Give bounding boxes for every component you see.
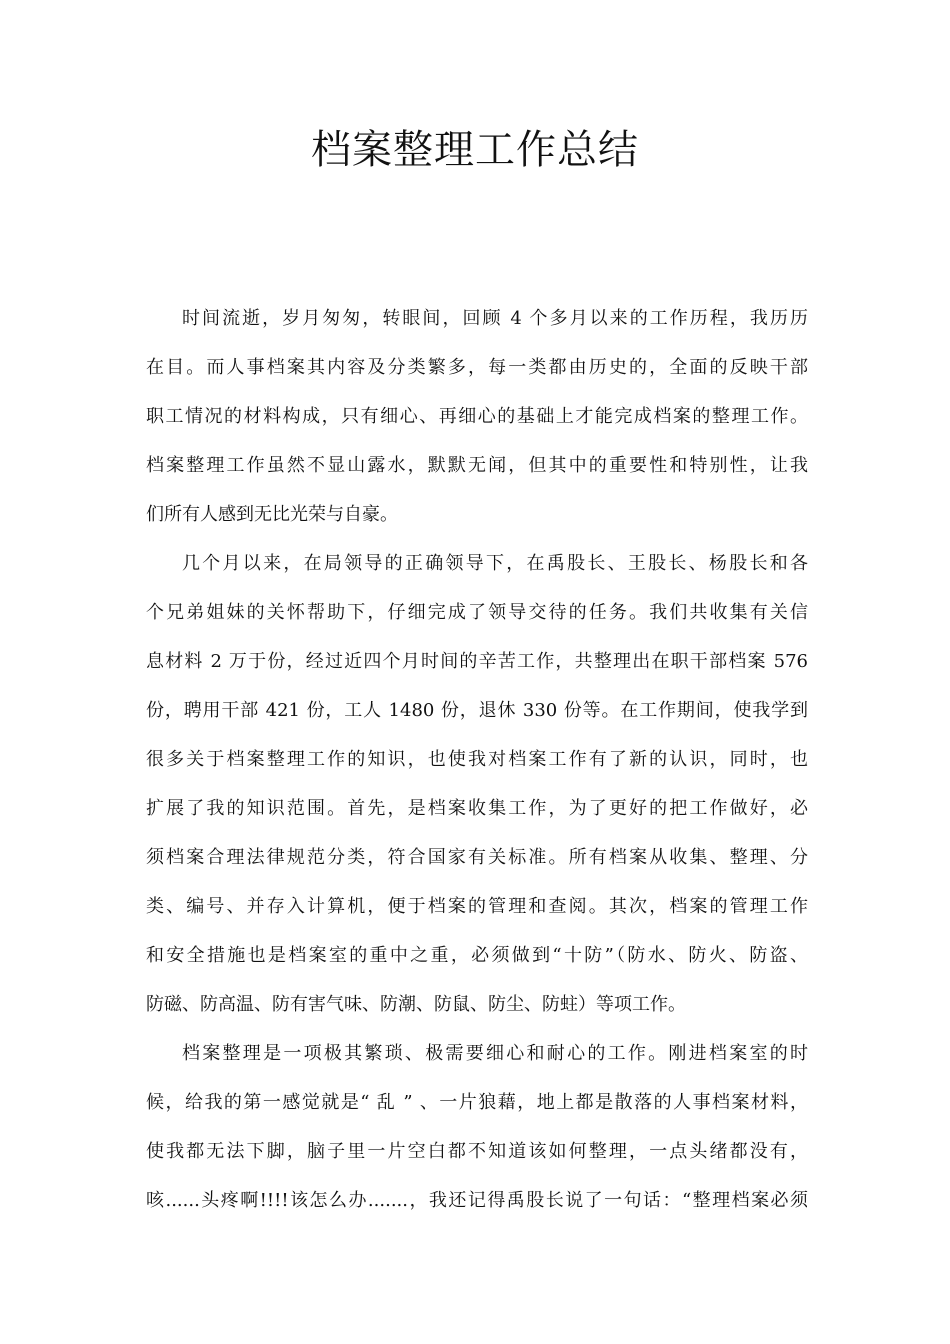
text-line: 在目。而人事档案其内容及分类繁多，每一类都由历史的，全面的反映干部 (146, 357, 808, 378)
text-line: 防磁、防高温、防有害气味、防潮、防鼠、防尘、防蛀）等项工作。 (146, 994, 686, 1015)
text-line: 们所有人感到无比光荣与自豪。 (146, 504, 398, 525)
text-line: 候，给我的第一感觉就是“ 乱 ” 、一片狼藉，地上都是散落的人事档案材料， (146, 1092, 808, 1113)
text-line: 份，聘用干部 421 份，工人 1480 份，退休 330 份等。在工作期间，使我学到 (146, 700, 808, 721)
text-line: 时间流逝，岁月匆匆，转眼间，回顾 4 个多月以来的工作历程，我历历 (182, 308, 808, 329)
text-line: 档案整理是一项极其繁琐、极需要细心和耐心的工作。刚进档案室的时 (182, 1043, 808, 1064)
text-line: 档案整理工作虽然不显山露水，默默无闻，但其中的重要性和特别性，让我 (146, 455, 808, 476)
paragraph-1 (146, 294, 808, 539)
text-line: 几个月以来，在局领导的正确领导下，在禹股长、王股长、杨股长和各 (182, 553, 808, 574)
text-line: 扩展了我的知识范围。首先，是档案收集工作，为了更好的把工作做好，必 (146, 798, 808, 819)
text-line: 和安全措施也是档案室的重中之重，必须做到“十防”（防水、防火、防盗、 (146, 945, 808, 966)
document-body (146, 294, 808, 1225)
document-title: 档案整理工作总结 (311, 127, 639, 173)
text-line: 使我都无法下脚，脑子里一片空白都不知道该如何整理，一点头绪都没有， (146, 1141, 808, 1162)
text-line: 职工情况的材料构成，只有细心、再细心的基础上才能完成档案的整理工作。 (146, 406, 808, 427)
text-line: 很多关于档案整理工作的知识，也使我对档案工作有了新的认识，同时，也 (146, 749, 808, 770)
text-line: 息材料 2 万于份，经过近四个月时间的辛苦工作，共整理出在职干部档案 576 (146, 651, 808, 672)
paragraph-3 (146, 1029, 808, 1225)
text-line: 咳......头疼啊!!!!该怎么办.......，我还记得禹股长说了一句话：“整理档案必须 (146, 1190, 808, 1211)
text-line: 须档案合理法律规范分类，符合国家有关标准。所有档案从收集、整理、分 (146, 847, 808, 868)
text-line: 个兄弟姐妹的关怀帮助下，仔细完成了领导交待的任务。我们共收集有关信 (146, 602, 808, 623)
paragraph-2 (146, 539, 808, 1029)
text-line: 类、编号、并存入计算机，便于档案的管理和查阅。其次，档案的管理工作 (146, 896, 808, 917)
